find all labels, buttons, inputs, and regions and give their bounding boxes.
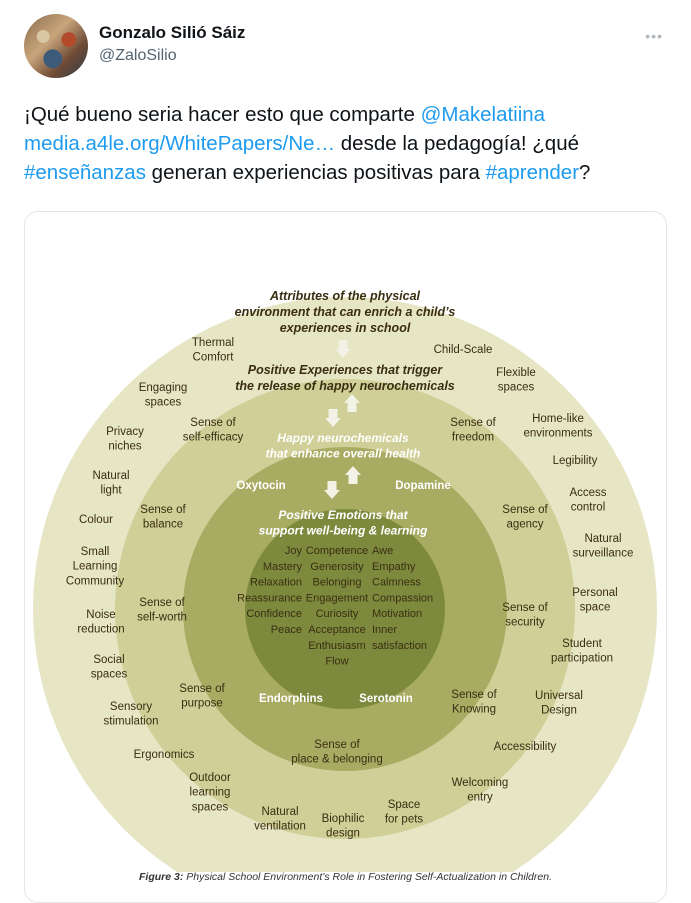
emotion-list: Joy Mastery Relaxation Reassurance Confidence Peace: [237, 545, 302, 636]
ring-title-emotions: Positive Emotions that support well-being & learning: [258, 508, 428, 538]
attribute-home-like: Home-like environments: [523, 413, 593, 440]
attribute-colour: Colour: [79, 514, 113, 526]
emotion-list: Competence Generosity Belonging Engagement Curiosity Acceptance Enthusiasm Flow: [305, 545, 369, 668]
attribute-universal: Universal Design: [535, 690, 583, 717]
caption-label: Figure 3:: [139, 871, 184, 883]
tweet-text: [24, 100, 664, 187]
attribute-welcoming: Welcoming entry: [451, 777, 509, 804]
attribute-child-scale: Child-Scale: [433, 344, 493, 356]
tweet-text-part: ?: [579, 161, 591, 184]
attribute-biophilic: Biophilic design: [321, 813, 365, 840]
attribute-privacy: Privacy niches: [106, 426, 144, 453]
url-link[interactable]: media.a4le.org/WhitePapers/Ne…: [24, 132, 336, 155]
ring-title-experiences: Positive Experiences that trigger the release of happy neurochemicals: [235, 363, 455, 393]
figure-caption: [25, 871, 666, 883]
attribute-ergonomics: Ergonomics: [133, 749, 195, 761]
experience-self-worth: Sense of self-worth: [137, 597, 187, 624]
tweet-text-part: desde la pedagogía! ¿qué: [335, 132, 579, 155]
neurochemical-oxytocin: Oxytocin: [236, 480, 286, 492]
avatar[interactable]: [24, 14, 88, 78]
experience-place: Sense of place & belonging: [291, 739, 383, 766]
concentric-diagram: [25, 212, 666, 872]
neurochemical-serotonin: Serotonin: [359, 693, 413, 705]
experience-freedom: Sense of freedom: [450, 417, 496, 444]
user-handle[interactable]: @ZaloSilio: [99, 47, 177, 64]
attribute-noise: Noise reduction: [77, 609, 125, 636]
experience-security: Sense of security: [502, 602, 548, 629]
attribute-sensory: Sensory stimulation: [103, 701, 159, 728]
attribute-legibility: Legibility: [552, 455, 598, 467]
neurochemical-endorphins: Endorphins: [259, 693, 323, 705]
tweet-text-part: ¡Qué bueno seria hacer esto que comparte: [24, 103, 421, 126]
tweet-header: [24, 14, 691, 78]
experience-purpose: Sense of purpose: [179, 683, 225, 710]
hashtag-link[interactable]: #aprender: [485, 161, 580, 184]
attribute-personal-space: Personal space: [572, 587, 618, 614]
experience-balance: Sense of balance: [140, 504, 186, 531]
experience-agency: Sense of agency: [502, 504, 548, 531]
attribute-social: Social spaces: [90, 654, 128, 681]
attribute-accessibility: Accessibility: [493, 741, 557, 753]
attribute-outdoor: Outdoor learning spaces: [189, 772, 231, 814]
display-name[interactable]: Gonzalo Silió Sáiz: [99, 23, 246, 42]
attribute-natural-surveillance: Natural surveillance: [572, 533, 634, 560]
experience-self-efficacy: Sense of self-efficacy: [182, 417, 244, 444]
ring-title-attributes: Attributes of the physical environment that can enrich a child’s experiences in school: [234, 289, 456, 335]
neurochemical-dopamine: Dopamine: [395, 480, 451, 492]
attribute-pets: Space for pets: [384, 799, 424, 826]
mention-link[interactable]: @Makelatiina: [420, 103, 546, 126]
attribute-student-participation: Student participation: [550, 638, 614, 665]
hashtag-link[interactable]: #enseñanzas: [24, 161, 146, 184]
attribute-natural-light: Natural light: [92, 470, 130, 497]
attribute-engaging: Engaging spaces: [138, 382, 188, 409]
ring-title-neurochemicals: Happy neurochemicals that enhance overall health: [265, 431, 421, 461]
tweet-text-part: generan experiencias positivas para: [145, 161, 486, 184]
ellipsis-icon[interactable]: •••: [645, 28, 663, 44]
attribute-thermal: Thermal Comfort: [191, 337, 235, 364]
experience-knowing: Sense of Knowing: [451, 689, 497, 716]
attribute-flexible: Flexible spaces: [496, 367, 536, 394]
attribute-natural-ventilation: Natural ventilation: [254, 806, 306, 833]
attribute-small-learning: Small Learning Community: [65, 546, 125, 588]
attribute-access: Access control: [569, 487, 607, 514]
caption-text: Physical School Environment’s Role in Fostering Self-Actualization in Children.: [183, 871, 552, 883]
tweet-media-image[interactable]: [24, 211, 667, 903]
emotion-list: Awe Empathy Calmness Compassion Motivation Inner satisfaction: [372, 545, 434, 652]
